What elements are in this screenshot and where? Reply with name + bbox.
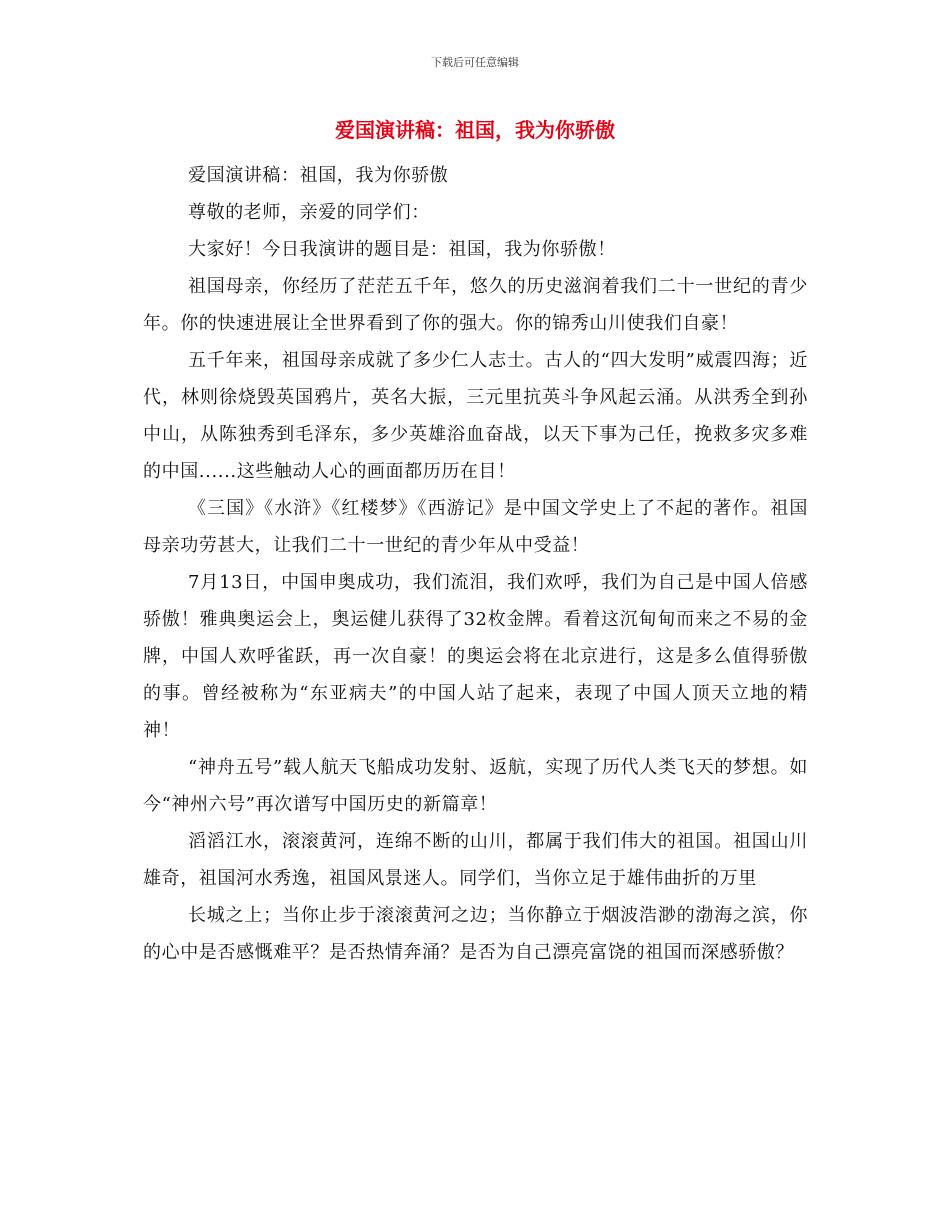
document-body [143, 157, 808, 971]
paragraph-heading-repeat: 爱国演讲稿：祖国，我为你骄傲 [188, 165, 449, 186]
paragraph-olympics: 7月13日，中国申奥成功，我们流泪，我们欢呼，我们为自己是中国人倍感骄傲！雅典奥运会上，奥运健儿获得了32枚金牌。看着这沉甸甸而来之不易的金牌，中国人欢呼雀跃，再一次自豪！的奥运会将在北京进行，这是多么值得骄傲的事。曾经被称为“东亚病夫”的中国人站了起来，表现了中国人顶天立地的精神！ [143, 572, 808, 741]
paragraph-great-wall: 长城之上；当你止步于滚滚黄河之边；当你静立于烟波浩渺的渤海之滨，你的心中是否感慨难平？是否热情奔涌？是否为自己漂亮富饶的祖国而深感骄傲？ [143, 905, 808, 963]
paragraph-salutation: 尊敬的老师，亲爱的同学们： [188, 202, 430, 223]
paragraph-history: 五千年来，祖国母亲成就了多少仁人志士。古人的“四大发明”威震四海；近代，林则徐烧毁英国鸦片，英名大振，三元里抗英斗争风起云涌。从洪秀全到孙中山，从陈独秀到毛泽东，多少英雄浴血奋战，以天下事为己任，挽救多灾多难的中国......这些触动人心的画面都历历在目！ [143, 350, 808, 482]
document-title: 爱国演讲稿：祖国，我为你骄傲 [335, 118, 615, 142]
paragraph-motherland: 祖国母亲，你经历了茫茫五千年，悠久的历史滋润着我们二十一世纪的青少年。你的快速进展让全世界看到了你的强大。你的锦秀山川使我们自豪！ [143, 276, 808, 334]
paragraph-landscape: 滔滔江水，滚滚黄河，连绵不断的山川，都属于我们伟大的祖国。祖国山川雄奇，祖国河水秀逸，祖国风景迷人。同学们，当你立足于雄伟曲折的万里 [143, 831, 808, 889]
page-header-note: 下载后可任意编辑 [431, 56, 519, 69]
paragraph-literature: 《三国》《水浒》《红楼梦》《西游记》是中国文学史上了不起的著作。祖国母亲功劳甚大，让我们二十一世纪的青少年从中受益！ [143, 498, 808, 556]
paragraph-greeting: 大家好！今日我演讲的题目是：祖国，我为你骄傲！ [188, 239, 616, 260]
paragraph-spaceflight: “神舟五号”载人航天飞船成功发射、返航，实现了历代人类飞天的梦想。如今“神州六号”再次谱写中国历史的新篇章！ [143, 757, 808, 815]
